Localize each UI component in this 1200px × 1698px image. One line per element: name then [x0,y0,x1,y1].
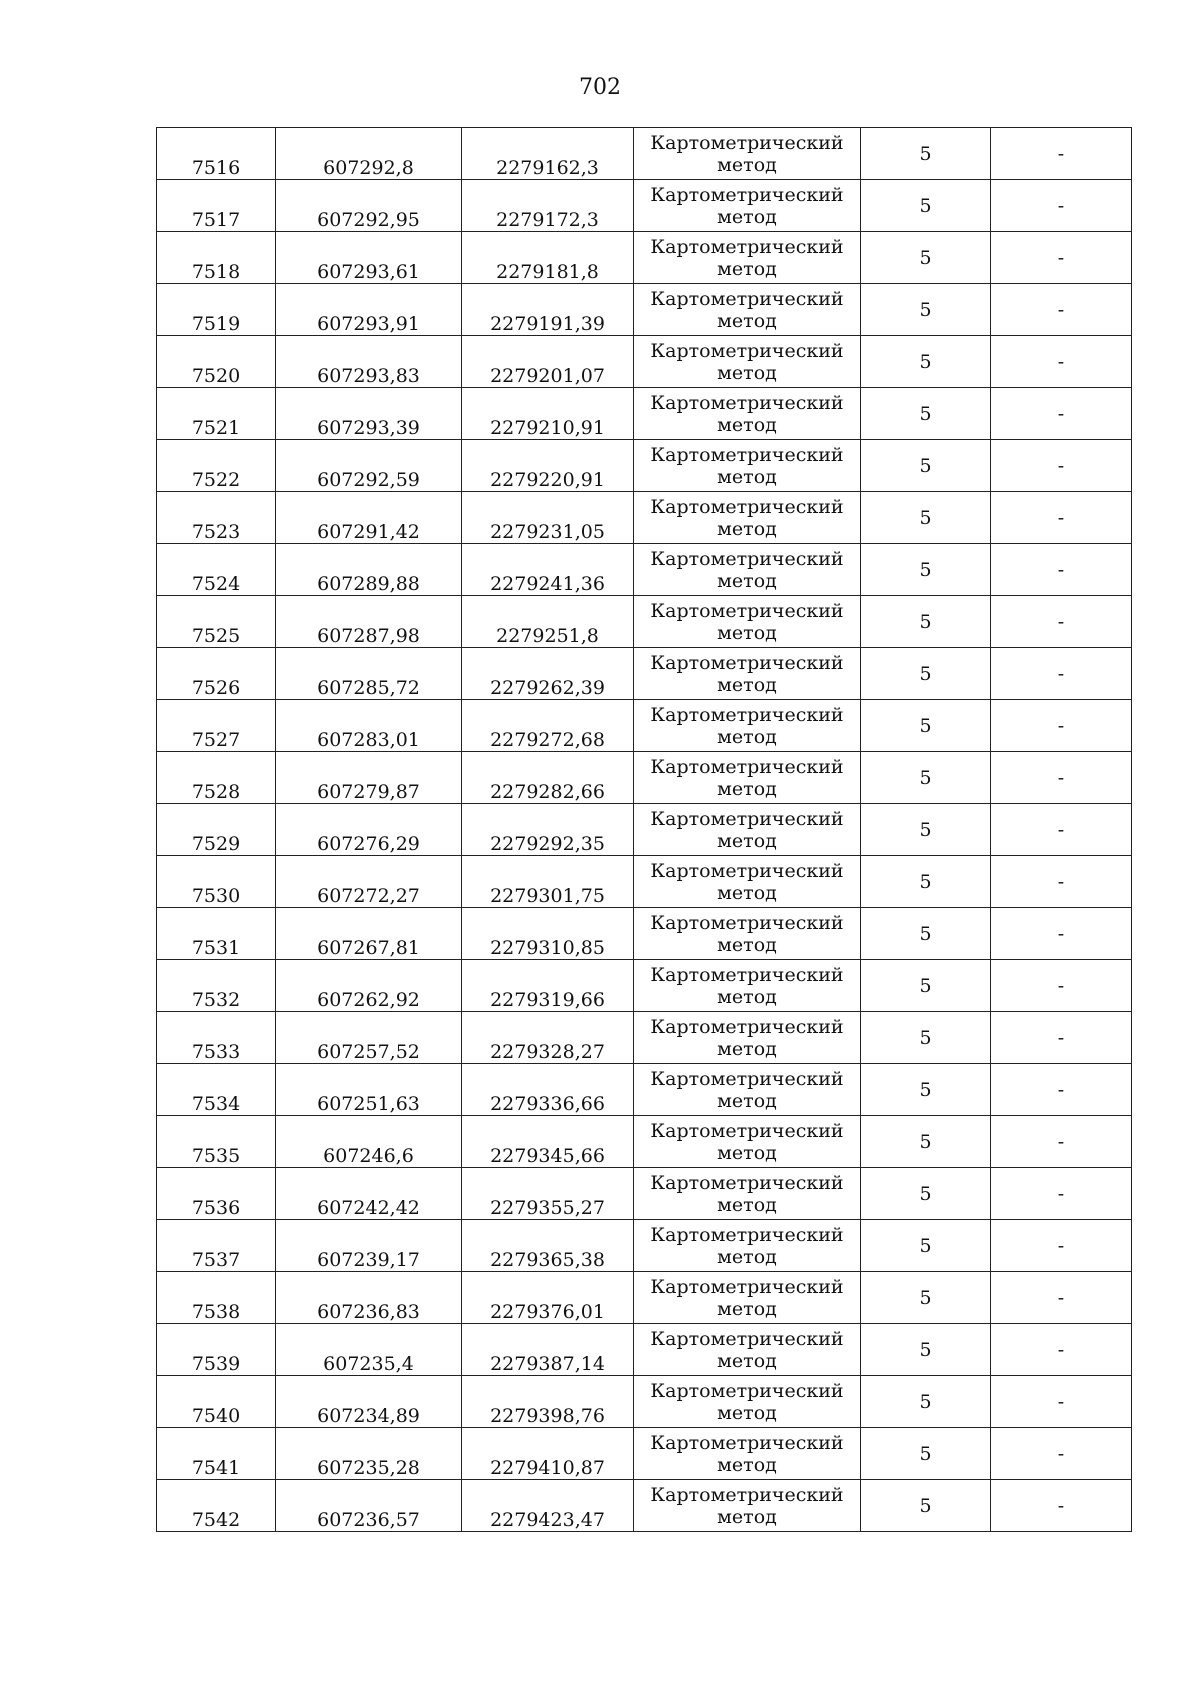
table-row [157,752,1132,804]
point-number-cell: 7539 [157,1324,276,1376]
y-coordinate-cell: 2279336,66 [462,1064,634,1116]
method-line-1: Картометрический [650,339,844,362]
method-line-1: Картометрический [650,1275,844,1298]
y-coordinate-cell: 2279310,85 [462,908,634,960]
method-cell [634,752,861,804]
method-cell [634,700,861,752]
point-number-cell: 7519 [157,284,276,336]
x-coordinate-cell: 607242,42 [276,1168,462,1220]
point-number-cell: 7521 [157,388,276,440]
x-coordinate-cell: 607267,81 [276,908,462,960]
accuracy-cell: 5 [861,1272,991,1324]
point-number-cell: 7532 [157,960,276,1012]
point-number-cell: 7540 [157,1376,276,1428]
note-cell: - [991,1272,1132,1324]
y-coordinate-cell: 2279387,14 [462,1324,634,1376]
method-cell [634,804,861,856]
y-coordinate-cell: 2279172,3 [462,180,634,232]
point-number-cell: 7535 [157,1116,276,1168]
method-cell [634,388,861,440]
point-number-cell: 7516 [157,128,276,180]
accuracy-cell: 5 [861,700,991,752]
note-cell: - [991,596,1132,648]
table-row [157,1012,1132,1064]
method-cell [634,960,861,1012]
accuracy-cell: 5 [861,1116,991,1168]
method-cell [634,440,861,492]
accuracy-cell: 5 [861,336,991,388]
point-number-cell: 7531 [157,908,276,960]
method-line-2: метод [717,309,777,332]
table-row [157,804,1132,856]
table-row [157,1480,1132,1532]
note-cell: - [991,1116,1132,1168]
point-number-cell: 7523 [157,492,276,544]
note-cell: - [991,856,1132,908]
method-line-1: Картометрический [650,1379,844,1402]
method-line-1: Картометрический [650,1067,844,1090]
method-line-1: Картометрический [650,287,844,310]
method-cell [634,908,861,960]
method-line-2: метод [717,1037,777,1060]
y-coordinate-cell: 2279319,66 [462,960,634,1012]
accuracy-cell: 5 [861,232,991,284]
x-coordinate-cell: 607292,8 [276,128,462,180]
accuracy-cell: 5 [861,960,991,1012]
note-cell: - [991,336,1132,388]
table-row [157,544,1132,596]
method-line-2: метод [717,829,777,852]
accuracy-cell: 5 [861,128,991,180]
note-cell: - [991,960,1132,1012]
x-coordinate-cell: 607251,63 [276,1064,462,1116]
accuracy-cell: 5 [861,856,991,908]
accuracy-cell: 5 [861,440,991,492]
method-line-1: Картометрический [650,755,844,778]
method-cell [634,284,861,336]
table-row [157,1220,1132,1272]
table-row [157,648,1132,700]
table-row [157,336,1132,388]
method-line-2: метод [717,1193,777,1216]
method-line-2: метод [717,153,777,176]
method-line-1: Картометрический [650,859,844,882]
method-line-1: Картометрический [650,1015,844,1038]
y-coordinate-cell: 2279376,01 [462,1272,634,1324]
y-coordinate-cell: 2279292,35 [462,804,634,856]
x-coordinate-cell: 607293,61 [276,232,462,284]
x-coordinate-cell: 607289,88 [276,544,462,596]
method-line-1: Картометрический [650,1119,844,1142]
point-number-cell: 7520 [157,336,276,388]
x-coordinate-cell: 607235,28 [276,1428,462,1480]
y-coordinate-cell: 2279241,36 [462,544,634,596]
point-number-cell: 7542 [157,1480,276,1532]
method-line-2: метод [717,361,777,384]
accuracy-cell: 5 [861,1480,991,1532]
table-row [157,440,1132,492]
x-coordinate-cell: 607293,91 [276,284,462,336]
x-coordinate-cell: 607276,29 [276,804,462,856]
accuracy-cell: 5 [861,388,991,440]
y-coordinate-cell: 2279365,38 [462,1220,634,1272]
method-line-1: Картометрический [650,807,844,830]
accuracy-cell: 5 [861,180,991,232]
method-line-1: Картометрический [650,443,844,466]
y-coordinate-cell: 2279410,87 [462,1428,634,1480]
accuracy-cell: 5 [861,1324,991,1376]
point-number-cell: 7526 [157,648,276,700]
method-line-1: Картометрический [650,1171,844,1194]
method-line-1: Картометрический [650,235,844,258]
method-line-2: метод [717,673,777,696]
method-line-2: метод [717,465,777,488]
method-line-1: Картометрический [650,963,844,986]
table-row [157,284,1132,336]
note-cell: - [991,648,1132,700]
table-row [157,1376,1132,1428]
method-cell [634,336,861,388]
method-cell [634,1376,861,1428]
coordinates-table-body [157,128,1132,1532]
method-cell [634,180,861,232]
table-row [157,492,1132,544]
table-row [157,1324,1132,1376]
x-coordinate-cell: 607262,92 [276,960,462,1012]
note-cell: - [991,232,1132,284]
table-row [157,232,1132,284]
accuracy-cell: 5 [861,1220,991,1272]
method-line-1: Картометрический [650,911,844,934]
note-cell: - [991,1220,1132,1272]
table-row [157,596,1132,648]
method-line-2: метод [717,1401,777,1424]
method-line-2: метод [717,881,777,904]
point-number-cell: 7538 [157,1272,276,1324]
point-number-cell: 7537 [157,1220,276,1272]
x-coordinate-cell: 607236,83 [276,1272,462,1324]
x-coordinate-cell: 607291,42 [276,492,462,544]
method-line-2: метод [717,621,777,644]
method-line-1: Картометрический [650,391,844,414]
x-coordinate-cell: 607285,72 [276,648,462,700]
method-line-2: метод [717,985,777,1008]
point-number-cell: 7518 [157,232,276,284]
method-line-1: Картометрический [650,131,844,154]
y-coordinate-cell: 2279282,66 [462,752,634,804]
note-cell: - [991,1168,1132,1220]
coordinates-table [156,127,1132,1532]
accuracy-cell: 5 [861,908,991,960]
table-row [157,908,1132,960]
x-coordinate-cell: 607292,59 [276,440,462,492]
note-cell: - [991,908,1132,960]
method-line-2: метод [717,1141,777,1164]
x-coordinate-cell: 607287,98 [276,596,462,648]
method-line-2: метод [717,777,777,800]
method-cell [634,1116,861,1168]
method-cell [634,1064,861,1116]
x-coordinate-cell: 607235,4 [276,1324,462,1376]
method-line-2: метод [717,1089,777,1112]
y-coordinate-cell: 2279345,66 [462,1116,634,1168]
method-line-1: Картометрический [650,1327,844,1350]
method-cell [634,544,861,596]
method-line-1: Картометрический [650,599,844,622]
method-line-1: Картометрический [650,495,844,518]
table-row [157,180,1132,232]
method-cell [634,232,861,284]
x-coordinate-cell: 607293,39 [276,388,462,440]
method-line-1: Картометрический [650,547,844,570]
note-cell: - [991,1012,1132,1064]
point-number-cell: 7528 [157,752,276,804]
y-coordinate-cell: 2279251,8 [462,596,634,648]
method-cell [634,1272,861,1324]
note-cell: - [991,128,1132,180]
y-coordinate-cell: 2279262,39 [462,648,634,700]
x-coordinate-cell: 607293,83 [276,336,462,388]
point-number-cell: 7517 [157,180,276,232]
y-coordinate-cell: 2279423,47 [462,1480,634,1532]
method-cell [634,1220,861,1272]
y-coordinate-cell: 2279355,27 [462,1168,634,1220]
y-coordinate-cell: 2279181,8 [462,232,634,284]
method-line-2: метод [717,205,777,228]
y-coordinate-cell: 2279201,07 [462,336,634,388]
accuracy-cell: 5 [861,1168,991,1220]
x-coordinate-cell: 607234,89 [276,1376,462,1428]
method-cell [634,128,861,180]
accuracy-cell: 5 [861,544,991,596]
note-cell: - [991,180,1132,232]
accuracy-cell: 5 [861,804,991,856]
table-row [157,1272,1132,1324]
method-line-1: Картометрический [650,1431,844,1454]
table-row [157,1064,1132,1116]
method-cell [634,1168,861,1220]
method-line-2: метод [717,1453,777,1476]
accuracy-cell: 5 [861,752,991,804]
method-line-2: метод [717,257,777,280]
table-row [157,1168,1132,1220]
method-cell [634,596,861,648]
point-number-cell: 7524 [157,544,276,596]
method-line-2: метод [717,725,777,748]
y-coordinate-cell: 2279398,76 [462,1376,634,1428]
accuracy-cell: 5 [861,1012,991,1064]
point-number-cell: 7529 [157,804,276,856]
note-cell: - [991,440,1132,492]
y-coordinate-cell: 2279301,75 [462,856,634,908]
note-cell: - [991,1480,1132,1532]
x-coordinate-cell: 607292,95 [276,180,462,232]
x-coordinate-cell: 607283,01 [276,700,462,752]
note-cell: - [991,1428,1132,1480]
method-line-1: Картометрический [650,1223,844,1246]
method-line-2: метод [717,413,777,436]
note-cell: - [991,752,1132,804]
note-cell: - [991,804,1132,856]
note-cell: - [991,492,1132,544]
method-line-2: метод [717,933,777,956]
x-coordinate-cell: 607239,17 [276,1220,462,1272]
note-cell: - [991,1376,1132,1428]
method-cell [634,1324,861,1376]
page-number: 702 [579,75,621,100]
method-cell [634,1012,861,1064]
note-cell: - [991,544,1132,596]
table-row [157,1428,1132,1480]
accuracy-cell: 5 [861,1064,991,1116]
method-line-2: метод [717,1245,777,1268]
accuracy-cell: 5 [861,1376,991,1428]
x-coordinate-cell: 607236,57 [276,1480,462,1532]
method-line-1: Картометрический [650,183,844,206]
note-cell: - [991,284,1132,336]
method-line-1: Картометрический [650,703,844,726]
note-cell: - [991,388,1132,440]
x-coordinate-cell: 607272,27 [276,856,462,908]
y-coordinate-cell: 2279162,3 [462,128,634,180]
method-cell [634,1428,861,1480]
point-number-cell: 7525 [157,596,276,648]
table-row [157,700,1132,752]
accuracy-cell: 5 [861,492,991,544]
point-number-cell: 7541 [157,1428,276,1480]
point-number-cell: 7536 [157,1168,276,1220]
point-number-cell: 7530 [157,856,276,908]
method-line-2: метод [717,517,777,540]
y-coordinate-cell: 2279220,91 [462,440,634,492]
y-coordinate-cell: 2279272,68 [462,700,634,752]
table-row [157,128,1132,180]
method-cell [634,856,861,908]
y-coordinate-cell: 2279328,27 [462,1012,634,1064]
accuracy-cell: 5 [861,648,991,700]
method-line-1: Картометрический [650,651,844,674]
accuracy-cell: 5 [861,596,991,648]
method-line-2: метод [717,569,777,592]
method-line-2: метод [717,1505,777,1528]
method-cell [634,492,861,544]
accuracy-cell: 5 [861,1428,991,1480]
x-coordinate-cell: 607279,87 [276,752,462,804]
point-number-cell: 7533 [157,1012,276,1064]
note-cell: - [991,1324,1132,1376]
y-coordinate-cell: 2279231,05 [462,492,634,544]
note-cell: - [991,1064,1132,1116]
note-cell: - [991,700,1132,752]
method-line-2: метод [717,1349,777,1372]
method-cell [634,648,861,700]
table-row [157,960,1132,1012]
y-coordinate-cell: 2279191,39 [462,284,634,336]
point-number-cell: 7522 [157,440,276,492]
x-coordinate-cell: 607257,52 [276,1012,462,1064]
point-number-cell: 7534 [157,1064,276,1116]
method-cell [634,1480,861,1532]
y-coordinate-cell: 2279210,91 [462,388,634,440]
table-row [157,1116,1132,1168]
x-coordinate-cell: 607246,6 [276,1116,462,1168]
table-row [157,856,1132,908]
method-line-2: метод [717,1297,777,1320]
accuracy-cell: 5 [861,284,991,336]
table-row [157,388,1132,440]
point-number-cell: 7527 [157,700,276,752]
method-line-1: Картометрический [650,1483,844,1506]
